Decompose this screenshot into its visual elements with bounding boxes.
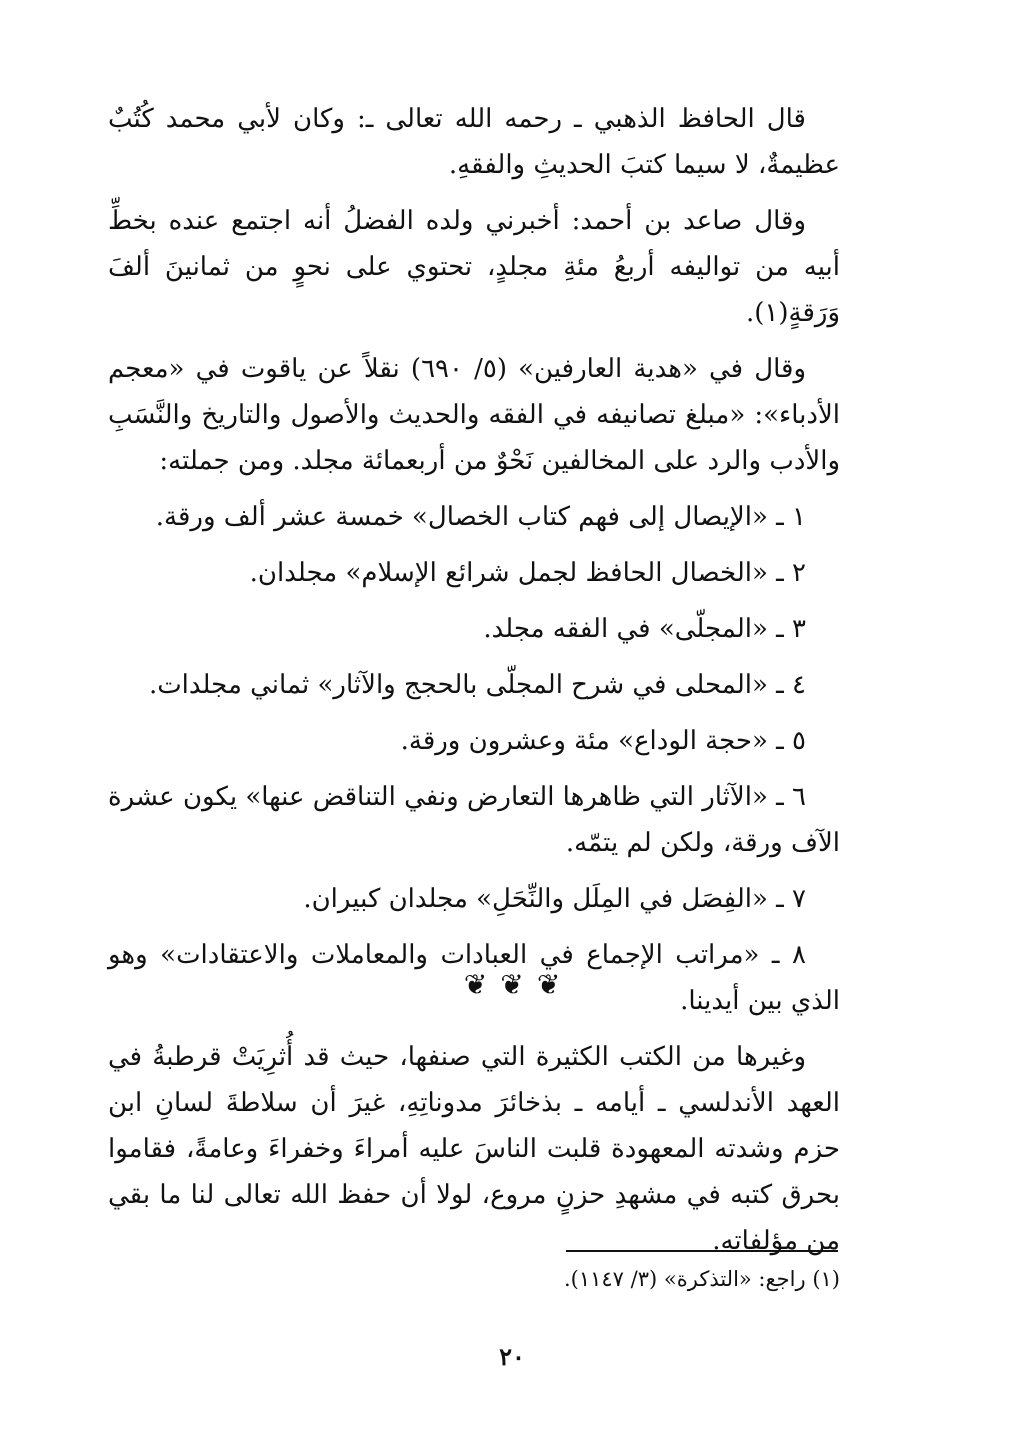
list-item-8: ٨ ـ «مراتب الإجماع في العبادات والمعاملات والاعتقادات» وهو الذي بين أيدينا. bbox=[108, 940, 840, 1016]
paragraph-hadiyat-quote: وقال في «هدية العارفين» (٥/ ٦٩٠) نقلاً عن ياقوت في «معجم الأدباء»: «مبلغ تصانيفه في الفقه والحديث والأصول والتاريخ والنَّسَبِ والأدب والرد على المخالفين نَحْوٌ من أربعمائة مجلد. ومن جملته: bbox=[108, 354, 840, 476]
footnote-divider bbox=[566, 1250, 838, 1252]
list-item-2: ٢ ـ «الخصال الحافظ لجمل شرائع الإسلام» مجلدان. bbox=[249, 558, 806, 588]
paragraph-saed-quote: وقال صاعد بن أحمد: أخبرني ولده الفضلُ أنه اجتمع عنده بخطِّ أبيه من تواليفه أربعُ مئةِ مجلدٍ، تحتوي على نحوٍ من ثمانينَ ألفَ وَرَقةٍ(١). bbox=[108, 206, 840, 328]
list-item-6: ٦ ـ «الآثار التي ظاهرها التعارض ونفي التناقض عنها» يكون عشرة الآف ورقة، ولكن لم يتمّه. bbox=[108, 782, 840, 858]
list-item-1: ١ ـ «الإيصال إلى فهم كتاب الخصال» خمسة عشر ألف ورقة. bbox=[155, 502, 806, 532]
paragraph-dhahabi-quote: قال الحافظ الذهبي ـ رحمه الله تعالى ـ: وكان لأبي محمد كُتُبٌ عظيمةٌ، لا سيما كتبَ الحديثِ والفقهِ. bbox=[108, 104, 840, 180]
list-item-3: ٣ ـ «المجلّى» في الفقه مجلد. bbox=[483, 614, 806, 644]
ornament-icon: ❦ bbox=[500, 968, 524, 1001]
main-text bbox=[108, 96, 840, 1274]
ornament-icon: ❦ bbox=[536, 968, 561, 1001]
page-number: ٢٠ bbox=[499, 1342, 525, 1371]
ornament-icon: ❦ bbox=[463, 968, 488, 1001]
list-item-7: ٧ ـ «الفِصَل في المِلَل والنِّحَلِ» مجلدان كبيران. bbox=[303, 884, 806, 914]
section-ornament bbox=[0, 968, 1024, 1002]
closing-paragraph: وغيرها من الكتب الكثيرة التي صنفها، حيث قد أُثرِيَتْ قرطبةُ في العهد الأندلسي ـ أيامه ـ بذخائرَ مدوناتِهِ، غيرَ أن سلاطةَ لسانِ ابن حزم وشدته المعهودة قلبت الناسَ عليه أمراءَ وخفراءَ وعامةً، فقاموا بحرق كتبه في مشهدِ حزنٍ مروع، لولا أن حفظ الله تعالى لنا ما بقي من مؤلفاته. bbox=[108, 1042, 840, 1256]
list-item-5: ٥ ـ «حجة الوداع» مئة وعشرون ورقة. bbox=[400, 726, 806, 756]
footnote: (١) راجع: «التذكرة» (٣/ ١١٤٧). bbox=[563, 1267, 840, 1291]
list-item-4: ٤ ـ «المحلى في شرح المجلّى بالحجج والآثار» ثماني مجلدات. bbox=[148, 670, 806, 700]
